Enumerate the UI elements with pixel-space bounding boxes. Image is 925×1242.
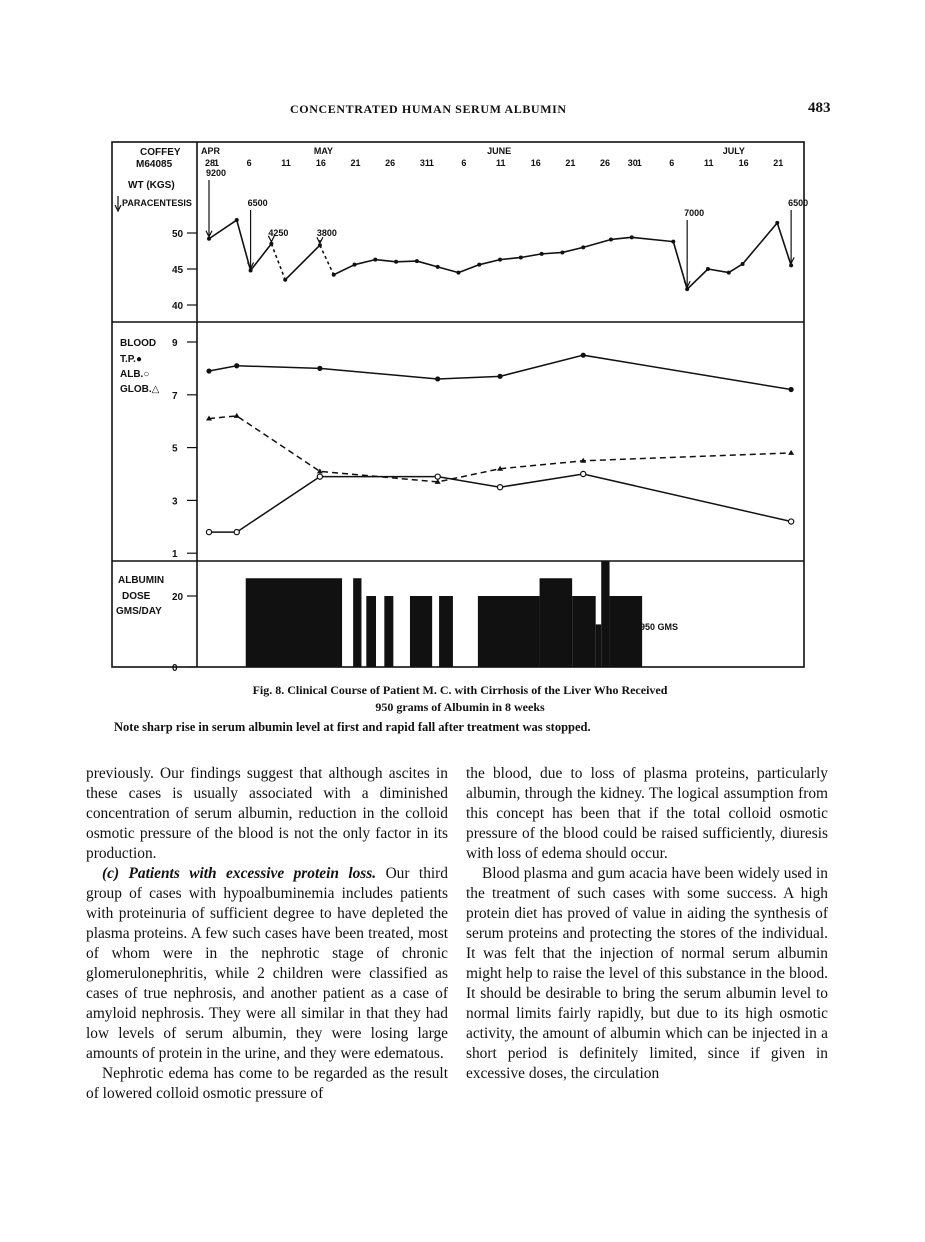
- patient-label: COFFEY: [140, 147, 181, 158]
- series-line-tp: [209, 355, 791, 389]
- alb-legend-label: ALB.○: [120, 369, 150, 380]
- paracentesis-volume: 6500: [247, 198, 268, 208]
- dose-label-line1: ALBUMIN: [118, 575, 165, 586]
- weight-point: [741, 262, 745, 266]
- paragraph: the blood, due to loss of plasma proteins, particularly albumin, through the kidney. The logical assumption from this concept has been that if the total colloid osmotic pressure of the blood could be raised sufficiently, diuresis with loss of edema should occur.: [466, 765, 828, 862]
- date-tick-label: 6: [246, 158, 252, 168]
- weight-point: [353, 263, 357, 267]
- dose-total-annotation: 950 GMS: [640, 622, 679, 632]
- date-tick-label: 1: [636, 158, 642, 168]
- date-tick-label: 11: [281, 158, 291, 168]
- body-column-right: [466, 764, 828, 1084]
- figure-frame: [112, 142, 804, 667]
- date-tick-label: 21: [565, 158, 576, 168]
- dose-label-line3: GMS/DAY: [116, 606, 162, 617]
- paracentesis-volume: 7000: [684, 208, 705, 218]
- date-tick-label: 26: [385, 158, 396, 168]
- weight-segment: [521, 254, 542, 258]
- weight-point: [540, 252, 544, 256]
- dose-bar: [439, 596, 453, 667]
- weight-point: [609, 237, 613, 241]
- weight-segment: [687, 269, 708, 289]
- weight-segment: [334, 265, 355, 275]
- date-tick-label: 16: [738, 158, 749, 168]
- paracentesis-volume: 3800: [316, 228, 337, 238]
- date-ticks: [205, 158, 783, 168]
- weight-segment: [458, 265, 479, 273]
- running-title: CONCENTRATED HUMAN SERUM ALBUMIN: [290, 102, 567, 116]
- date-tick-label: 1: [214, 158, 220, 168]
- dose-bar: [540, 578, 573, 667]
- paragraph: Nephrotic edema has come to be regarded as the result of lowered colloid osmotic pressure of: [86, 1065, 448, 1102]
- weight-point: [394, 260, 398, 264]
- weight-point: [498, 258, 502, 262]
- tp-point: [234, 363, 239, 368]
- weight-segment: [479, 260, 500, 265]
- alb-point: [234, 529, 239, 534]
- patient-id: M64085: [136, 159, 173, 170]
- date-tick-label: 28: [205, 158, 216, 168]
- tp-point: [206, 368, 211, 373]
- weight-point: [560, 250, 564, 254]
- date-tick-label: 21: [350, 158, 361, 168]
- weight-segment: [743, 223, 778, 264]
- tp-point: [581, 353, 586, 358]
- tp-point: [789, 387, 794, 392]
- weight-point: [477, 263, 481, 267]
- weight-segment: [500, 257, 521, 259]
- paragraph: previously. Our findings suggest that although ascites in these cases is usually associated with a diminished concentration of serum albumin, reduction in the colloid osmotic pressure of the blood is not the only factor in its production.: [86, 765, 448, 862]
- weight-point: [456, 271, 460, 275]
- date-tick-label: 1: [428, 158, 434, 168]
- blood-y-tick-label: 3: [172, 496, 178, 508]
- alb-point: [435, 474, 440, 479]
- weight-series: [207, 218, 793, 291]
- month-label: JUNE: [487, 146, 512, 156]
- dose-bars: [246, 561, 642, 668]
- weight-point: [283, 278, 287, 282]
- date-tick-label: 11: [703, 158, 714, 168]
- weight-segment: [355, 260, 376, 265]
- date-tick-label: 26: [600, 158, 611, 168]
- series-line-alb: [209, 474, 791, 532]
- weight-segment: [632, 237, 674, 241]
- weight-point: [671, 240, 675, 244]
- paragraph: Blood plasma and gum acacia have been widely used in the treatment of such cases with some success. A high protein diet has proved of value in aiding the synthesis of serum proteins and protecting the stores of the individual. It was felt that the injection of normal serum albumin might help to raise the level of this substance in the blood. It should be desirable to bring the serum albumin level to normal limits fairly rapidly, but due to its high osmotic activity, the amount of albumin which can be injected in a short period is definitely limited, since if given in excessive doses, the circulation: [466, 865, 828, 1082]
- dose-bar: [246, 578, 342, 667]
- tp-point: [497, 374, 502, 379]
- weight-point: [415, 259, 419, 263]
- weight-point: [706, 267, 710, 271]
- page-number: 483: [808, 100, 831, 116]
- dose-y-tick-label: 0: [172, 663, 178, 674]
- date-tick-label: 30: [627, 158, 638, 168]
- weight-point: [630, 235, 634, 239]
- month-label: JULY: [722, 146, 745, 156]
- dose-bar: [478, 596, 540, 667]
- weight-y-ticks: [172, 229, 197, 312]
- month-label: MAY: [313, 146, 334, 156]
- series-line-glob: [209, 416, 791, 482]
- glob-legend-label: GLOB.△: [120, 384, 160, 395]
- alb-point: [317, 474, 322, 479]
- alb-point: [789, 519, 794, 524]
- date-tick-label: 16: [530, 158, 541, 168]
- dose-y-tick-label: 20: [172, 592, 184, 603]
- weight-point: [436, 265, 440, 269]
- month-label: APR: [201, 146, 221, 156]
- weight-segment: [320, 245, 334, 275]
- dose-bar: [384, 596, 393, 667]
- dose-bar: [610, 596, 643, 667]
- weight-y-tick-label: 45: [172, 265, 184, 276]
- weight-segment: [562, 247, 583, 252]
- dose-bar: [410, 596, 432, 667]
- weight-point: [727, 271, 731, 275]
- weight-segment: [251, 244, 272, 271]
- alb-point: [206, 529, 211, 534]
- date-tick-label: 11: [496, 158, 506, 168]
- weight-point: [581, 245, 585, 249]
- weight-segment: [375, 260, 396, 262]
- figure-caption-line2: 950 grams of Albumin in 8 weeks: [375, 700, 545, 714]
- paragraph: [86, 864, 448, 1064]
- paracentesis-volume: 9200: [206, 168, 227, 178]
- alb-point: [581, 471, 586, 476]
- figure-note: Note sharp rise in serum albumin level at first and rapid fall after treatment was stopped.: [114, 720, 591, 734]
- date-tick-label: 31: [419, 158, 430, 168]
- tp-point: [435, 376, 440, 381]
- weight-point: [332, 273, 336, 277]
- month-labels: [201, 146, 745, 156]
- dose-y-ticks: [172, 592, 197, 674]
- section-heading: (c) Patients with excessive protein loss.: [102, 865, 377, 882]
- tp-legend-label: T.P.●: [120, 354, 142, 365]
- blood-y-tick-label: 5: [172, 443, 178, 455]
- weight-segment: [438, 267, 459, 273]
- dose-bar: [366, 596, 376, 667]
- weight-point: [775, 221, 779, 225]
- weight-point: [235, 218, 239, 222]
- weight-segment: [209, 220, 237, 239]
- weight-y-tick-label: 50: [172, 229, 184, 240]
- date-tick-label: 16: [315, 158, 326, 168]
- date-tick-label: 6: [461, 158, 467, 168]
- weight-segment: [542, 252, 563, 253]
- weight-segment: [611, 237, 632, 239]
- weight-point: [373, 258, 377, 262]
- paracentesis-volume: 6500: [788, 198, 809, 208]
- paracentesis-volume: 4250: [268, 228, 289, 238]
- dose-bar: [596, 624, 602, 667]
- weight-segment: [237, 220, 251, 270]
- blood-y-tick-label: 7: [172, 390, 178, 402]
- weight-segment: [583, 239, 611, 247]
- weight-segment: [729, 264, 743, 273]
- weight-y-tick-label: 40: [172, 301, 184, 312]
- paracentesis-label: PARACENTESIS: [122, 198, 192, 208]
- weight-segment: [708, 269, 729, 273]
- paragraph-text: Our third group of cases with hypoalbuminemia includes patients with proteinuria of sufficient degree to have depleted the plasma proteins. A few such cases have been treated, most of whom were in the nephrotic stage of chronic glomerulonephritis, while 2 children were classified as cases of true nephrosis, and another patient as a case of amyloid nephrosis. They were all similar in that they had low levels of serum albumin, they were losing large amounts of protein in the urine, and they were edematous.: [86, 865, 448, 1062]
- weight-segment: [396, 261, 417, 262]
- blood-y-tick-label: 1: [172, 549, 178, 561]
- weight-axis-label: WT (KGS): [128, 180, 175, 191]
- date-tick-label: 21: [773, 158, 784, 168]
- weight-segment: [285, 245, 320, 280]
- blood-label: BLOOD: [120, 338, 157, 349]
- weight-segment: [417, 261, 438, 267]
- paracentesis-arrow-icon: [115, 196, 121, 211]
- alb-point: [497, 485, 502, 490]
- blood-y-tick-label: 9: [172, 338, 178, 349]
- dose-label-line2: DOSE: [122, 591, 151, 602]
- blood-y-ticks: [172, 338, 197, 560]
- dose-bar: [353, 578, 361, 667]
- body-column-left: [86, 764, 448, 1104]
- glob-point: [788, 450, 794, 455]
- blood-series: [206, 353, 794, 535]
- date-tick-label: 6: [669, 158, 675, 168]
- dose-bar: [572, 596, 596, 667]
- weight-segment: [271, 244, 285, 280]
- tp-point: [317, 366, 322, 371]
- weight-point: [519, 255, 523, 259]
- figure-caption-line1: Fig. 8. Clinical Course of Patient M. C. with Cirrhosis of the Liver Who Received: [252, 683, 668, 697]
- dose-bar: [601, 561, 609, 668]
